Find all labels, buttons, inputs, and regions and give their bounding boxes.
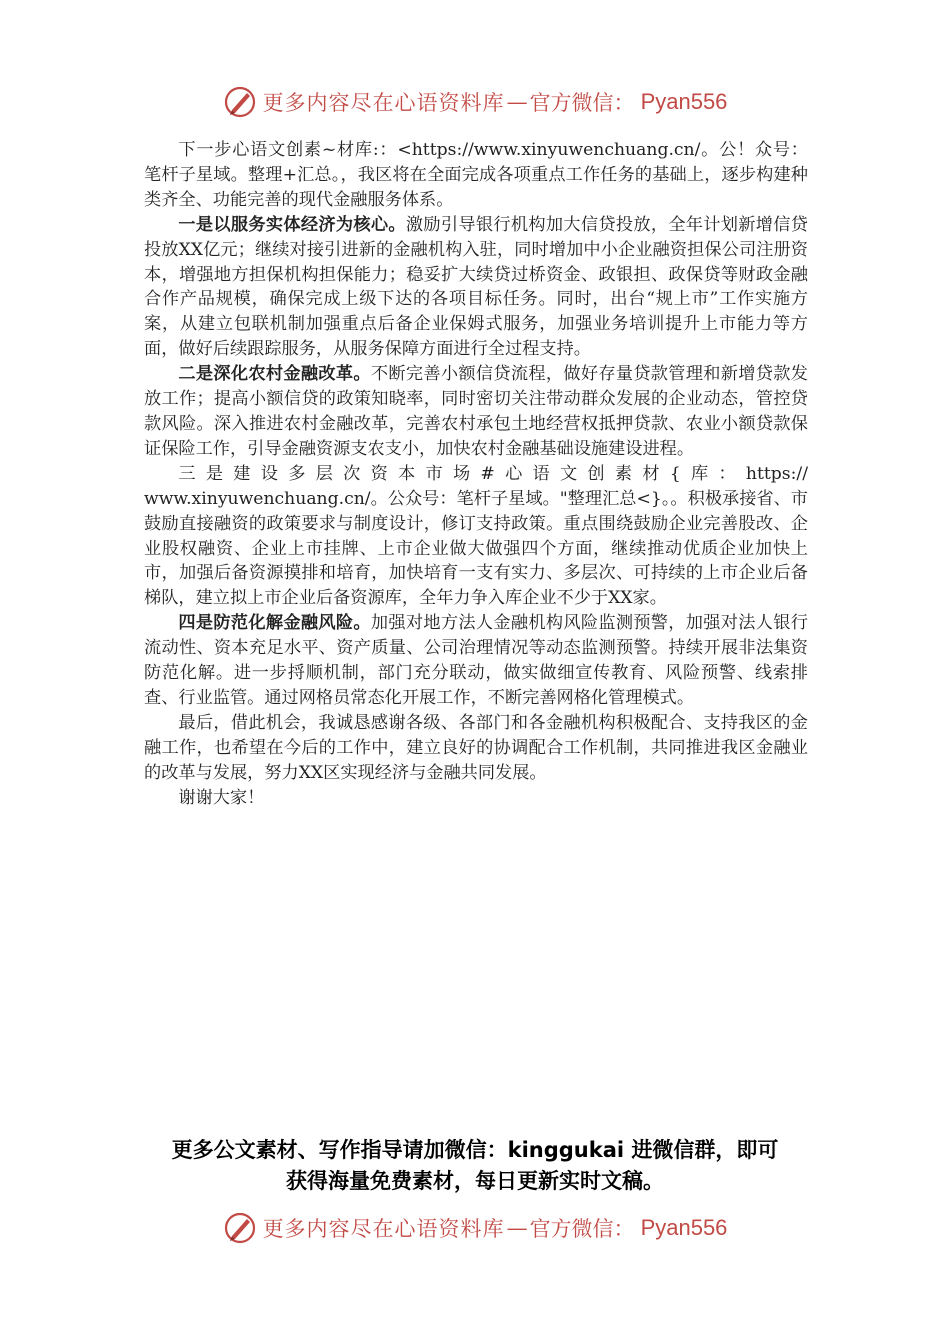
document-body bbox=[144, 138, 808, 810]
point-4-text: 加强对地方法人金融机构风险监测预警，加强对法人银行流动性、资本充足水平、资产质量、公司治理情况等动态监测预警。持续开展非法集资防范化解。进一步捋顺机制，部门充分联动，做实做细宣传教育、风险预警、线索排查、行业监管。通过网格员常态化开展工作，不断完善网格化管理模式。 bbox=[144, 613, 808, 708]
banner-wechat-label: 官方微信： bbox=[529, 91, 635, 115]
point-2-heading: 二是深化农村金融改革。 bbox=[178, 364, 371, 385]
footer-note bbox=[0, 1135, 950, 1197]
paragraph-intro: 下一步心语文创素~材库:：<https://www.xinyuwenchuang.cn/。公！众号：笔杆子星域。整理+汇总。，我区将在全面完成各项重点工作任务的基础上，逐步构建种类齐全、功能完善的现代金融服务体系。 bbox=[144, 140, 808, 210]
paragraph-point-3-line1: 三是建设多层次资本市场#心语文创素材{库：https:// bbox=[178, 463, 808, 484]
pen-logo-icon bbox=[223, 1211, 257, 1245]
point-1-text: 激励引导银行机构加大信贷投放，全年计划新增信贷投放XX亿元；继续对接引进新的金融机构入驻，同时增加中小企业融资担保公司注册资本，增强地方担保机构担保能力；稳妥扩大续贷过桥资金、政银担、政保贷等财政金融合作产品规模，确保完成上级下达的各项目标任务。同时，出台“规上市”工作实施方案，从建立包联机制加强重点后备企业保姆式服务，加强业务培训提升上市能力等方面，做好后续跟踪服务，从服务保障方面进行全过程支持。 bbox=[144, 214, 808, 360]
point-1-heading: 一是以服务实体经济为核心。 bbox=[178, 214, 406, 235]
banner-wechat-label: 官方微信： bbox=[529, 1217, 635, 1241]
header-banner bbox=[0, 82, 950, 122]
banner-separator: — bbox=[506, 90, 528, 114]
pen-logo-icon bbox=[223, 85, 257, 119]
banner-site-text: 更多内容尽在心语资料库 bbox=[262, 1217, 505, 1241]
paragraph-point-2 bbox=[144, 362, 808, 462]
point-2-text: 不断完善小额信贷流程，做好存量贷款管理和新增贷款发放工作；提高小额信贷的政策知晓率，同时密切关注带动群众发展的企业动态，管控贷款风险。深入推进农村金融改革，完善农村承包土地经营权抵押贷款、农业小额贷款保证保险工作，引导金融资源支农支小，加快农村金融基础设施建设进程。 bbox=[144, 364, 808, 459]
banner-separator: — bbox=[506, 1216, 528, 1240]
paragraph-point-4 bbox=[144, 611, 808, 711]
footer-note-line2: 获得海量免费素材，每日更新实时文稿。 bbox=[286, 1169, 664, 1193]
banner-wechat-id: Pyan556 bbox=[640, 1215, 728, 1240]
paragraph-thanks: 谢谢大家！ bbox=[178, 787, 265, 808]
banner-site-text: 更多内容尽在心语资料库 bbox=[262, 91, 505, 115]
footer-banner bbox=[0, 1208, 950, 1248]
paragraph-point-1 bbox=[144, 213, 808, 362]
banner-wechat-id: Pyan556 bbox=[640, 89, 728, 114]
paragraph-closing: 最后，借此机会，我诚恳感谢各级、各部门和各金融机构积极配合、支持我区的金融工作，也希望在今后的工作中，建立良好的协调配合工作机制，共同推进我区金融业的改革与发展，努力XX区实现经济与金融共同发展。 bbox=[144, 712, 808, 783]
point-4-heading: 四是防范化解金融风险。 bbox=[178, 613, 371, 634]
footer-note-line1: 更多公文素材、写作指导请加微信：kinggukai 进微信群，即可 bbox=[171, 1138, 779, 1162]
paragraph-point-3: www.xinyuwenchuang.cn/。公众号：笔杆子星域。"整理汇总<}。。积极承接省、市鼓励直接融资的政策要求与制度设计，修订支持政策。重点围绕鼓励企业完善股改、企业股权融资、企业上市挂牌、上市企业做大做强四个方面，继续推动优质企业加快上市，加强后备资源摸排和培育，加快培育一支有实力、多层次、可持续的上市企业后备梯队，建立拟上市企业后备资源库，全年力争入库企业不少于XX家。 bbox=[144, 488, 808, 609]
